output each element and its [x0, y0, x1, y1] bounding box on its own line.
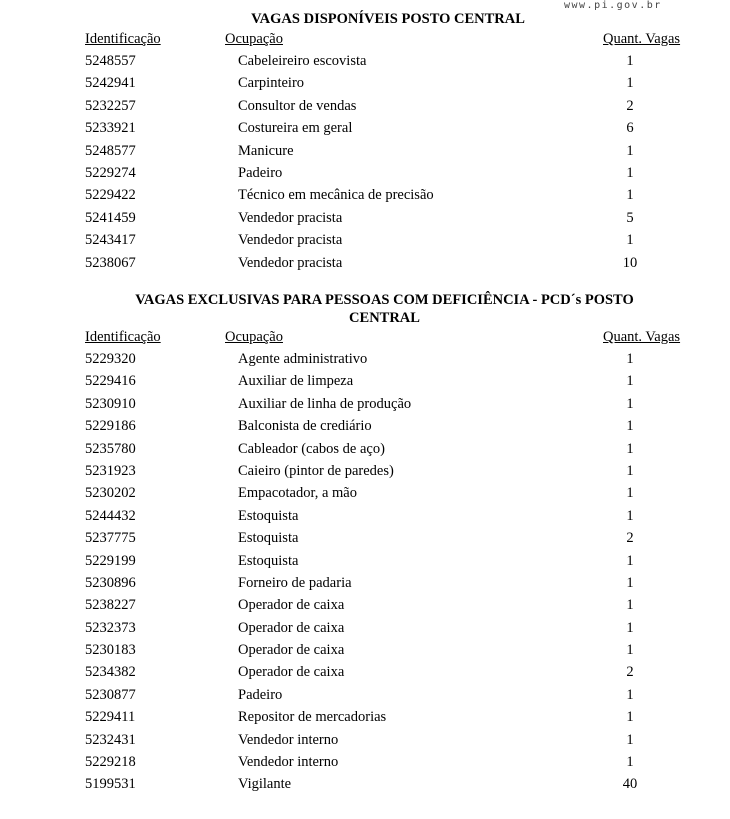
row-occupation: Vendedor interno [238, 754, 339, 771]
row-qty: 40 [622, 776, 638, 793]
row-qty: 1 [626, 731, 634, 748]
row-id: 5238067 [85, 254, 136, 271]
table-row [0, 751, 730, 773]
row-occupation: Repositor de mercadorias [238, 709, 387, 726]
row-qty: 1 [626, 507, 634, 524]
row-id: 5235780 [85, 440, 136, 457]
section1-table [0, 50, 730, 274]
row-occupation: Manicure [238, 142, 294, 159]
row-occupation: Auxiliar de limpeza [238, 373, 354, 390]
row-id: 5230202 [85, 485, 136, 502]
table-row [0, 415, 730, 437]
row-id: 5230183 [85, 642, 136, 659]
table-row [0, 706, 730, 728]
table-row [0, 550, 730, 572]
table-row [0, 684, 730, 706]
row-qty: 6 [626, 120, 634, 137]
row-qty: 1 [626, 53, 634, 69]
row-occupation: Padeiro [238, 686, 283, 703]
table-row [0, 773, 730, 795]
table-row [0, 617, 730, 639]
table-row [0, 252, 730, 274]
row-id: 5229416 [85, 373, 136, 390]
row-qty: 2 [626, 97, 634, 114]
row-id: 5199531 [85, 776, 136, 793]
row-occupation: Operador de caixa [238, 619, 345, 636]
row-occupation: Vendedor pracista [238, 209, 343, 226]
row-occupation: Caieiro (pintor de paredes) [238, 462, 394, 479]
row-occupation: Carpinteiro [238, 75, 305, 92]
table-row [0, 95, 730, 117]
row-qty: 1 [626, 351, 634, 367]
table-row [0, 140, 730, 162]
row-qty: 1 [626, 462, 634, 479]
table-row [0, 72, 730, 94]
row-occupation: Estoquista [238, 530, 299, 547]
row-id: 5242941 [85, 75, 136, 92]
row-occupation: Balconista de crediário [238, 418, 372, 435]
row-qty: 1 [626, 440, 634, 457]
row-id: 5248557 [85, 53, 136, 69]
section2-header-occupation: Ocupação [225, 329, 283, 345]
row-occupation: Estoquista [238, 552, 299, 569]
row-qty: 1 [626, 75, 634, 92]
row-occupation: Técnico em mecânica de precisão [238, 187, 434, 204]
row-id: 5241459 [85, 209, 136, 226]
row-qty: 1 [626, 597, 634, 614]
row-qty: 1 [626, 686, 634, 703]
row-qty: 5 [626, 209, 634, 226]
row-occupation: Cabeleireiro escovista [238, 53, 367, 69]
row-id: 5229422 [85, 187, 136, 204]
row-occupation: Operador de caixa [238, 642, 345, 659]
row-qty: 1 [626, 709, 634, 726]
row-id: 5229320 [85, 351, 136, 367]
table-row [0, 661, 730, 683]
table-row [0, 50, 730, 72]
table-row [0, 370, 730, 392]
section1-title: VAGAS DISPONÍVEIS POSTO CENTRAL [251, 11, 525, 27]
table-row [0, 229, 730, 251]
table-row [0, 729, 730, 751]
table-row [0, 162, 730, 184]
row-qty: 1 [626, 485, 634, 502]
row-occupation: Operador de caixa [238, 597, 345, 614]
row-occupation: Empacotador, a mão [238, 485, 357, 502]
row-occupation: Auxiliar de linha de produção [238, 395, 412, 412]
site-watermark: www.pi.gov.br [564, 0, 662, 11]
row-occupation: Vendedor pracista [238, 254, 343, 271]
row-occupation: Operador de caixa [238, 664, 345, 681]
section2-table [0, 348, 730, 796]
section2-header-qty: Quant. Vagas [603, 329, 681, 345]
row-occupation: Agente administrativo [238, 351, 368, 367]
section1-header-occupation: Ocupação [225, 31, 283, 47]
section1-header-id: Identificação [85, 31, 161, 47]
table-row [0, 482, 730, 504]
table-row [0, 460, 730, 482]
row-id: 5243417 [85, 232, 136, 249]
row-occupation: Estoquista [238, 507, 299, 524]
row-id: 5229199 [85, 552, 136, 569]
row-occupation: Padeiro [238, 164, 283, 181]
row-qty: 1 [626, 642, 634, 659]
row-occupation: Vendedor pracista [238, 232, 343, 249]
row-id: 5230910 [85, 395, 136, 412]
table-row [0, 572, 730, 594]
row-occupation: Vigilante [238, 776, 292, 793]
row-qty: 10 [622, 254, 638, 271]
table-row [0, 117, 730, 139]
row-qty: 1 [626, 187, 634, 204]
row-qty: 1 [626, 142, 634, 159]
row-id: 5229186 [85, 418, 136, 435]
row-qty: 1 [626, 395, 634, 412]
section1-header-qty: Quant. Vagas [603, 31, 681, 47]
row-occupation: Forneiro de padaria [238, 574, 352, 591]
row-id: 5230896 [85, 574, 136, 591]
table-row [0, 184, 730, 206]
row-id: 5244432 [85, 507, 136, 524]
row-qty: 1 [626, 373, 634, 390]
row-qty: 1 [626, 574, 634, 591]
table-row [0, 527, 730, 549]
row-id: 5234382 [85, 664, 136, 681]
section2-header-id: Identificação [85, 329, 161, 345]
row-id: 5230877 [85, 686, 136, 703]
row-id: 5232373 [85, 619, 136, 636]
row-qty: 1 [626, 754, 634, 771]
row-qty: 1 [626, 232, 634, 249]
row-occupation: Vendedor interno [238, 731, 339, 748]
row-qty: 1 [626, 552, 634, 569]
table-row [0, 207, 730, 229]
row-occupation: Costureira em geral [238, 120, 353, 137]
row-qty: 1 [626, 418, 634, 435]
row-id: 5229218 [85, 754, 136, 771]
row-qty: 2 [626, 530, 634, 547]
table-row [0, 438, 730, 460]
row-qty: 2 [626, 664, 634, 681]
row-id: 5232257 [85, 97, 136, 114]
row-id: 5229274 [85, 164, 136, 181]
row-occupation: Consultor de vendas [238, 97, 357, 114]
table-row [0, 393, 730, 415]
row-id: 5248577 [85, 142, 136, 159]
row-id: 5238227 [85, 597, 136, 614]
table-row [0, 639, 730, 661]
table-row [0, 594, 730, 616]
row-qty: 1 [626, 164, 634, 181]
section2-title: VAGAS EXCLUSIVAS PARA PESSOAS COM DEFICIÊNCIA - PCD´s POSTO CENTRAL [135, 292, 634, 326]
table-row [0, 505, 730, 527]
row-qty: 1 [626, 619, 634, 636]
row-id: 5231923 [85, 462, 136, 479]
row-id: 5232431 [85, 731, 136, 748]
row-id: 5237775 [85, 530, 136, 547]
table-row [0, 348, 730, 370]
row-id: 5229411 [85, 709, 136, 726]
row-id: 5233921 [85, 120, 136, 137]
row-occupation: Cableador (cabos de aço) [238, 440, 385, 457]
